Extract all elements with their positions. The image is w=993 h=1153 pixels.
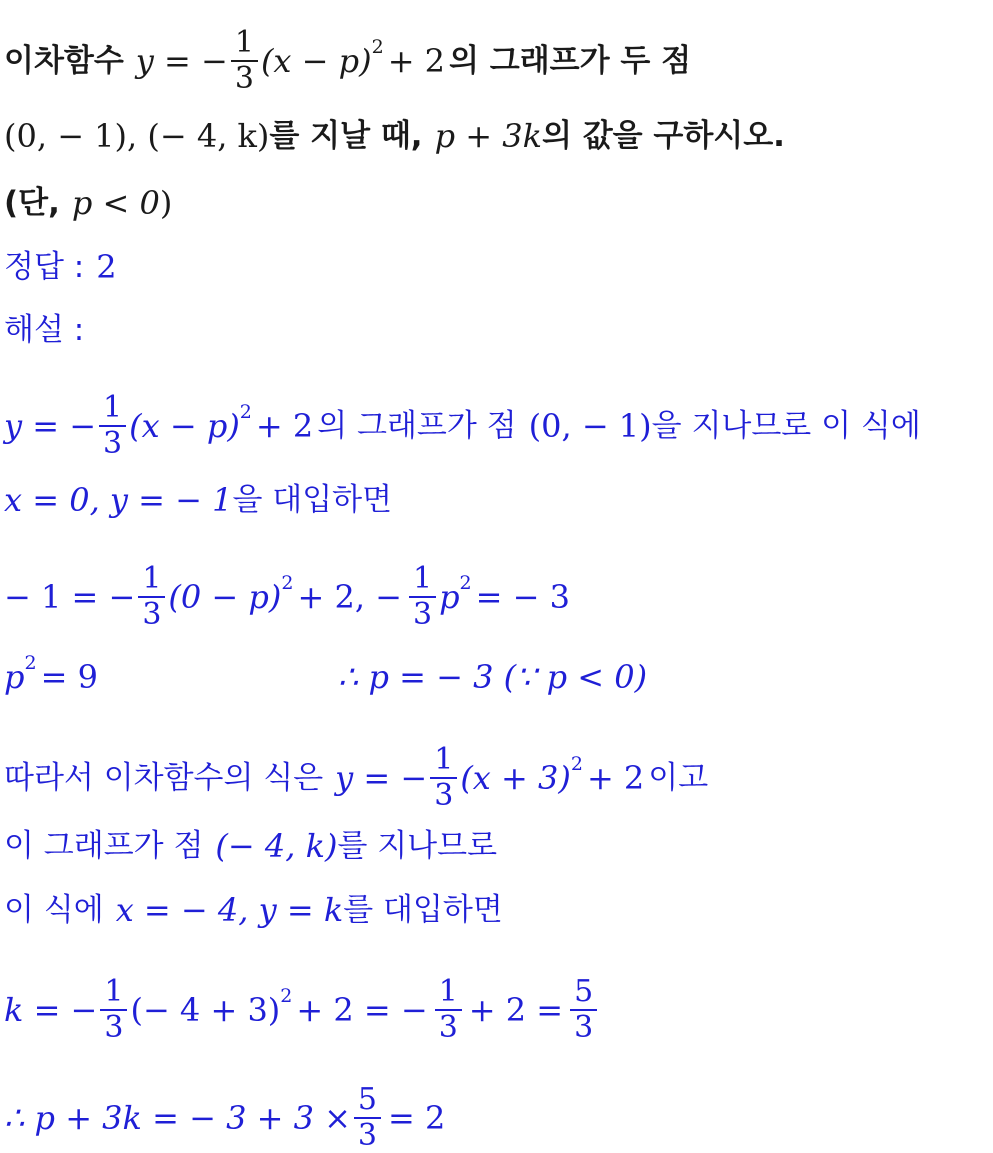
fraction <box>409 562 436 632</box>
fraction <box>354 1083 381 1153</box>
fraction <box>570 975 597 1045</box>
problem-line-2 <box>4 116 785 156</box>
fraction-denominator: 3 <box>104 1010 124 1045</box>
fraction <box>99 391 126 461</box>
problem-text: 를 지날 때, <box>269 118 423 154</box>
solution-text: 이 식에 <box>4 892 104 928</box>
solution-line-2 <box>4 480 392 520</box>
math-expr: k = − <box>4 991 98 1029</box>
solution-text: 의 그래프가 점 <box>317 408 517 444</box>
solution-label: 해설 : <box>4 312 85 348</box>
fraction <box>100 975 127 1045</box>
solution-line-6 <box>4 826 497 866</box>
problem-text: 이차함수 <box>4 43 124 79</box>
math-expr: (0 − p) <box>168 578 282 616</box>
math-expr: (x − p) <box>260 42 372 80</box>
solution-line-1 <box>4 391 921 461</box>
problem-text: 의 값을 구하시오. <box>541 118 785 154</box>
fraction-numerator: 1 <box>138 562 165 598</box>
solution-text: 따라서 이차함수의 식은 <box>4 760 324 796</box>
math-expr: = 2 <box>388 1099 446 1137</box>
solution-text: 이 그래프가 점 <box>4 828 204 864</box>
exponent: 2 <box>281 572 294 594</box>
answer-label: 정답 : <box>4 249 85 285</box>
math-expr: p <box>4 658 25 696</box>
problem-line-3 <box>4 183 172 223</box>
math-expr: ∴ p = − 3 (∵ p < 0) <box>337 658 648 696</box>
math-expr: + 2 = − <box>296 991 428 1029</box>
exponent: 2 <box>459 572 472 594</box>
fraction-denominator: 3 <box>103 426 123 461</box>
math-expr: + 2, − <box>297 578 402 616</box>
problem-line-1 <box>4 26 691 96</box>
solution-text: 을 지나므로 이 식에 <box>651 408 921 444</box>
problem-condition-close: ) <box>159 184 173 222</box>
fraction-denominator: 3 <box>234 61 254 96</box>
problem-text: 의 그래프가 두 점 <box>449 43 692 79</box>
math-expr: y = − <box>4 407 97 445</box>
math-expr: (− 4, k) <box>215 827 338 865</box>
solution-text: 를 대입하면 <box>343 892 503 928</box>
fraction-denominator: 3 <box>434 778 454 813</box>
solution-label-line <box>4 310 84 350</box>
fraction <box>138 562 165 632</box>
math-expr: ∴ p + 3k = − 3 + 3 × <box>4 1099 351 1137</box>
fraction-numerator: 1 <box>435 975 462 1011</box>
solution-text: 를 지나므로 <box>337 828 498 864</box>
math-expr: + 2 = <box>468 991 564 1029</box>
math-expr: y = − <box>135 42 228 80</box>
math-expr: + 2 <box>586 759 645 797</box>
math-expr: y = − <box>335 759 428 797</box>
fraction-denominator: 3 <box>142 597 162 632</box>
math-expr: (x + 3) <box>460 759 571 797</box>
fraction-denominator: 3 <box>357 1118 378 1153</box>
math-expr: = − 3 <box>475 578 570 616</box>
math-expr: p < 0 <box>71 184 160 222</box>
math-expr: = 9 <box>40 658 98 696</box>
solution-line-5 <box>4 743 708 813</box>
solution-line-7 <box>4 890 503 930</box>
answer-line <box>4 247 117 287</box>
exponent: 2 <box>371 36 384 58</box>
solution-line-3 <box>4 562 574 632</box>
problem-condition-open: (단, <box>4 185 60 221</box>
fraction-denominator: 3 <box>438 1010 458 1045</box>
fraction-numerator: 1 <box>409 562 436 598</box>
solution-text: 을 대입하면 <box>232 482 393 518</box>
math-expr: x = − 4, y = k <box>115 891 344 929</box>
answer-value: 2 <box>96 248 117 286</box>
exponent: 2 <box>280 985 293 1007</box>
solution-text: 이고 <box>648 760 709 796</box>
math-expr: + 2 <box>255 407 314 445</box>
exponent: 2 <box>570 753 583 775</box>
solution-line-4 <box>4 652 648 697</box>
math-expr: + 2 <box>387 42 446 80</box>
fraction-numerator: 1 <box>231 26 258 62</box>
fraction <box>435 975 462 1045</box>
solution-line-9 <box>4 1083 449 1153</box>
fraction-denominator: 3 <box>574 1010 594 1045</box>
math-expr: (0, − 1), (− 4, k) <box>4 117 270 155</box>
math-expr: p <box>439 578 460 616</box>
math-expr: x = 0, y = − 1 <box>4 481 233 519</box>
fraction-numerator: 1 <box>100 975 127 1011</box>
exponent: 2 <box>239 401 252 423</box>
fraction-numerator: 1 <box>430 743 457 779</box>
fraction-numerator: 5 <box>570 975 597 1011</box>
math-expr: (0, − 1) <box>528 407 652 445</box>
fraction <box>430 743 457 813</box>
math-expr: p + 3k <box>434 117 542 155</box>
math-expr: (− 4 + 3) <box>130 991 281 1029</box>
fraction-numerator: 1 <box>99 391 126 427</box>
exponent: 2 <box>24 652 37 674</box>
fraction-numerator: 5 <box>354 1083 381 1119</box>
math-expr: − 1 = − <box>4 578 136 616</box>
solution-line-8 <box>4 975 600 1045</box>
fraction <box>231 26 258 96</box>
math-expr: (x − p) <box>129 407 240 445</box>
fraction-denominator: 3 <box>412 597 433 632</box>
